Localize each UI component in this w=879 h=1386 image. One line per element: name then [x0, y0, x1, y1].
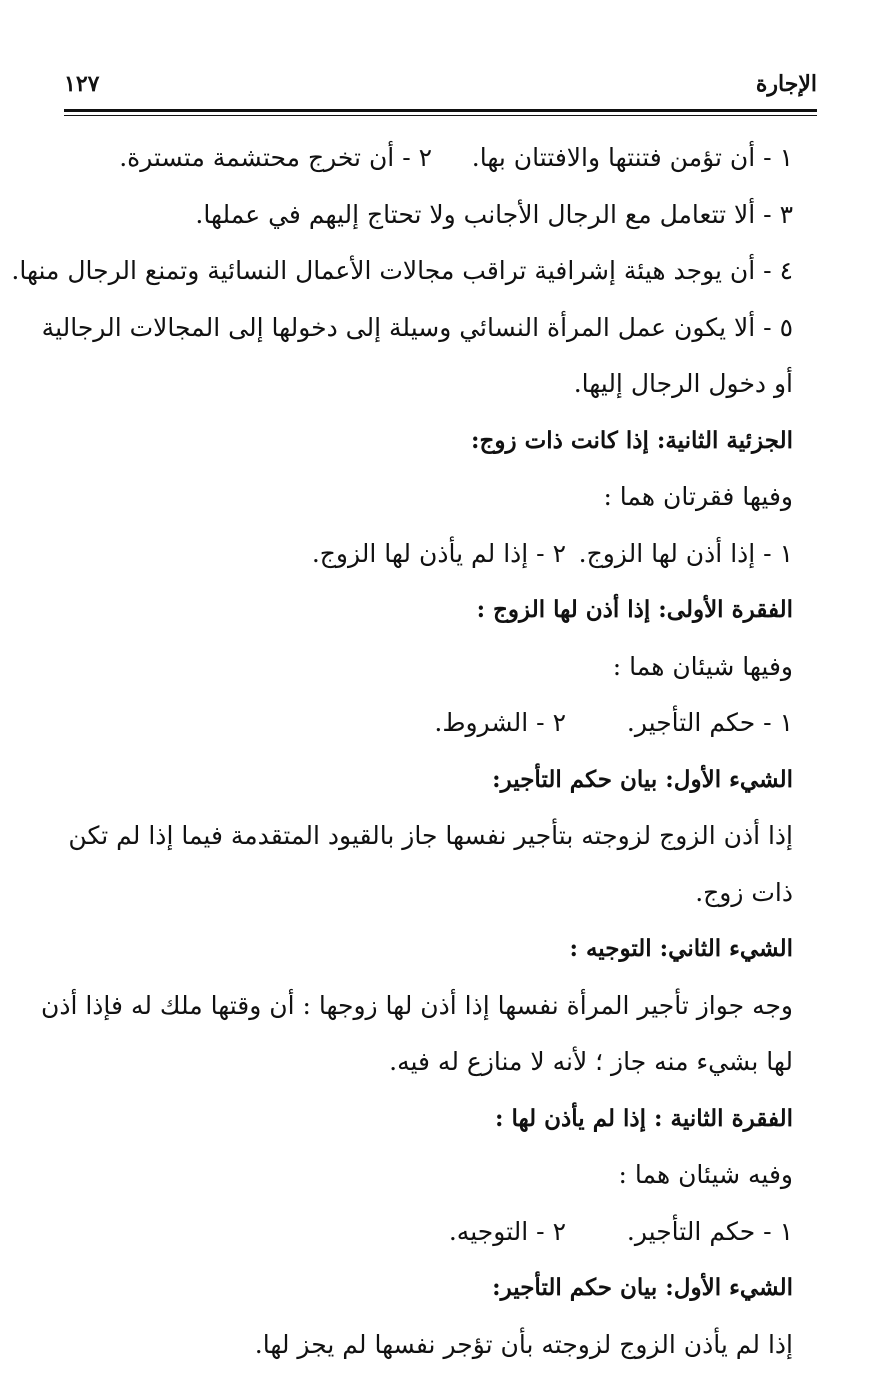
condition-5: ٥ - ألا يكون عمل المرأة النسائي وسيلة إلى دخولها إلى المجالات الرجالية — [41, 312, 793, 342]
list-ruling-conditions — [72, 695, 793, 752]
list-item-ruling: ١ - حكم التأجير. — [626, 708, 793, 737]
thing-heading-reasoning: الشيء الثاني: التوجيه : — [569, 935, 793, 962]
reasoning-text: وجه جواز تأجير المرأة نفسها إذا أذن لها زوجها : أن وقتها ملك له فإذا أذن — [40, 990, 793, 1020]
list-item-ruling-2: ١ - حكم التأجير. — [626, 1216, 793, 1246]
condition-5-cont: أو دخول الرجال إليها. — [573, 369, 793, 398]
condition-4: ٤ - أن يوجد هيئة إشرافية تراقب مجالات الأعمال النسائية وتمنع الرجال منها. — [11, 256, 793, 285]
list-permission — [72, 526, 793, 583]
chapter-title: الإجارة — [755, 71, 817, 97]
list-item-permitted: ١ - إذا أذن لها الزوج. — [578, 538, 793, 568]
section-heading-married: الجزئية الثانية: إذا كانت ذات زوج: — [471, 426, 793, 454]
page-number: ١٢٧ — [64, 71, 100, 97]
list-ruling-reasoning — [72, 1204, 793, 1261]
ruling-text-2: إذا لم يأذن الزوج لزوجته بأن تؤجر نفسها لم يجز لها. — [254, 1329, 793, 1359]
thing-heading-ruling-2: الشيء الأول: بيان حكم التأجير: — [492, 1274, 793, 1301]
condition-2: ٢ - أن تخرج محتشمة متسترة. — [119, 143, 433, 172]
list-item-conditions: ٢ - الشروط. — [434, 708, 566, 737]
ruling-text-1: إذا أذن الزوج لزوجته بتأجير نفسها جاز بالقيود المتقدمة فيما إذا لم تكن — [68, 821, 793, 850]
header-rule-thin — [64, 115, 817, 116]
paragraph-heading-second: الفقرة الثانية : إذا لم يأذن لها : — [495, 1104, 793, 1132]
list-item-reasoning: ٢ - التوجيه. — [448, 1216, 566, 1246]
condition-1: ١ - أن تؤمن فتنتها والافتتان بها. — [471, 143, 793, 172]
ruling-text-1-cont: ذات زوج. — [695, 877, 793, 907]
list-item-not-permitted: ٢ - إذا لم يأذن لها الزوج. — [311, 538, 566, 568]
condition-line-1-2 — [72, 130, 793, 187]
intro-two-things-2: وفيه شيئان هما : — [618, 1160, 793, 1189]
thing-heading-ruling-1: الشيء الأول: بيان حكم التأجير: — [492, 765, 793, 793]
intro-two-things-1: وفيها شيئان هما : — [612, 651, 793, 681]
page-body — [11, 130, 793, 1373]
running-header — [64, 70, 817, 98]
intro-two-paragraphs: وفيها فقرتان هما : — [603, 482, 793, 511]
paragraph-heading-first: الفقرة الأولى: إذا أذن لها الزوج : — [476, 596, 793, 623]
condition-3: ٣ - ألا تتعامل مع الرجال الأجانب ولا تحتاج إليهم في عملها. — [195, 199, 793, 229]
header-rule-thick — [64, 109, 817, 112]
reasoning-text-cont: لها بشيء منه جاز ؛ لأنه لا منازع له فيه. — [389, 1047, 793, 1076]
